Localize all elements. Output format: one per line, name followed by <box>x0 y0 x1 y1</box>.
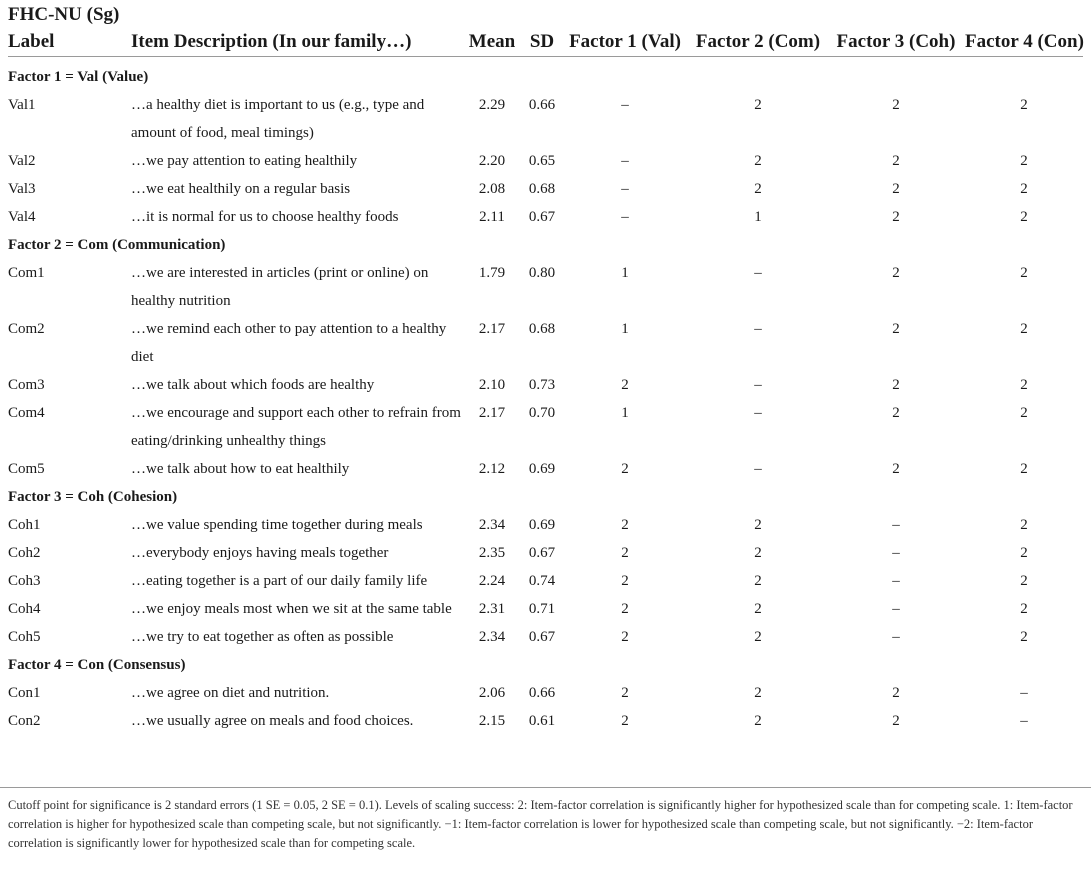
cell-f3: 2 <box>892 209 900 225</box>
cell-f3: 2 <box>892 321 900 337</box>
cell-f2: 2 <box>754 601 762 617</box>
cell-item: …eating together is a part of our daily family life <box>131 573 428 589</box>
table-row <box>8 91 1083 147</box>
cell-f3: – <box>892 573 900 589</box>
cell-item: …we value spending time together during meals <box>131 517 423 533</box>
cell-item: …we talk about which foods are healthy <box>131 377 375 393</box>
cell-label: Val4 <box>8 209 36 225</box>
cell-mean: 2.15 <box>478 713 506 729</box>
cell-sd: 0.68 <box>528 321 556 337</box>
cell-f2: 2 <box>754 545 762 561</box>
table-row <box>8 567 1083 595</box>
cell-f2: 2 <box>754 713 762 729</box>
section-title: Factor 1 = Val (Value) <box>8 69 149 85</box>
cell-f4: 2 <box>1020 153 1028 169</box>
cell-f4: 2 <box>1020 321 1028 337</box>
cell-mean: 2.29 <box>478 97 506 113</box>
table-row <box>8 399 1083 455</box>
cell-item: …we are interested in articles (print or online) on healthy nutrition <box>131 265 429 309</box>
cell-mean: 2.10 <box>478 377 506 393</box>
cell-item: …we eat healthily on a regular basis <box>131 181 351 197</box>
cell-f3: – <box>892 545 900 561</box>
cell-f1: 1 <box>621 265 629 281</box>
cell-item: …we try to eat together as often as possible <box>131 629 394 645</box>
cell-f2: – <box>754 461 762 477</box>
cell-f3: – <box>892 601 900 617</box>
cell-f4: 2 <box>1020 545 1028 561</box>
cell-f3: 2 <box>892 97 900 113</box>
cell-sd: 0.66 <box>528 685 556 701</box>
cell-f4: 2 <box>1020 461 1028 477</box>
col-header-item: Item Description (In our family…) <box>131 28 461 57</box>
cell-f3: 2 <box>892 377 900 393</box>
cell-mean: 2.17 <box>478 321 506 337</box>
cell-f4: 2 <box>1020 209 1028 225</box>
cell-sd: 0.65 <box>528 153 556 169</box>
cell-sd: 0.80 <box>528 265 556 281</box>
cell-f1: – <box>621 209 629 225</box>
cell-item: …we encourage and support each other to refrain from eating/drinking unhealthy things <box>131 405 461 449</box>
cell-f2: 2 <box>754 629 762 645</box>
cell-label: Con1 <box>8 685 41 701</box>
header-row <box>8 28 1083 57</box>
table-row <box>8 455 1083 483</box>
col-header-factor4: Factor 4 (Con) <box>965 28 1083 57</box>
cell-mean: 2.11 <box>479 209 505 225</box>
cell-mean: 2.34 <box>478 517 506 533</box>
table-row <box>8 623 1083 651</box>
cell-sd: 0.74 <box>528 573 556 589</box>
cell-sd: 0.66 <box>528 97 556 113</box>
cell-f2: 1 <box>754 209 762 225</box>
cell-mean: 2.34 <box>478 629 506 645</box>
col-header-sd: SD <box>523 28 561 57</box>
table-body <box>8 57 1083 736</box>
col-header-mean: Mean <box>461 28 523 57</box>
table-row <box>8 203 1083 231</box>
cell-item: …we remind each other to pay attention to a healthy diet <box>131 321 447 365</box>
cell-item: …a healthy diet is important to us (e.g., type and amount of food, meal timings) <box>131 97 425 141</box>
cell-label: Coh3 <box>8 573 41 589</box>
cell-f2: 2 <box>754 685 762 701</box>
cell-item: …it is normal for us to choose healthy foods <box>131 209 399 225</box>
cell-sd: 0.73 <box>528 377 556 393</box>
cell-f3: – <box>892 629 900 645</box>
cell-f1: – <box>621 153 629 169</box>
cell-f1: – <box>621 181 629 197</box>
cell-mean: 2.17 <box>478 405 506 421</box>
cell-sd: 0.70 <box>528 405 556 421</box>
cell-label: Com2 <box>8 321 45 337</box>
cell-sd: 0.67 <box>528 629 556 645</box>
table-row <box>8 259 1083 315</box>
cell-item: …we talk about how to eat healthily <box>131 461 350 477</box>
scaling-success-table <box>8 28 1083 735</box>
cell-label: Coh5 <box>8 629 41 645</box>
cell-label: Com5 <box>8 461 45 477</box>
cell-f3: 2 <box>892 153 900 169</box>
table-row <box>8 679 1083 707</box>
cell-f2: 2 <box>754 517 762 533</box>
col-header-factor3: Factor 3 (Coh) <box>827 28 965 57</box>
cell-label: Coh4 <box>8 601 41 617</box>
cell-f2: 2 <box>754 97 762 113</box>
cell-f2: – <box>754 377 762 393</box>
cell-label: Com4 <box>8 405 45 421</box>
cell-sd: 0.67 <box>528 209 556 225</box>
cell-item: …we enjoy meals most when we sit at the same table <box>131 601 452 617</box>
table-row <box>8 595 1083 623</box>
cell-f1: 2 <box>621 573 629 589</box>
section-title: Factor 2 = Com (Communication) <box>8 237 226 253</box>
cell-mean: 2.35 <box>478 545 506 561</box>
cell-f3: 2 <box>892 713 900 729</box>
cell-f3: 2 <box>892 685 900 701</box>
cell-sd: 0.67 <box>528 545 556 561</box>
cell-sd: 0.61 <box>528 713 556 729</box>
cell-item: …everybody enjoys having meals together <box>131 545 389 561</box>
cell-f2: 2 <box>754 573 762 589</box>
cell-f4: 2 <box>1020 265 1028 281</box>
cell-f3: – <box>892 517 900 533</box>
table-row <box>8 175 1083 203</box>
cell-mean: 2.24 <box>478 573 506 589</box>
cell-f4: 2 <box>1020 181 1028 197</box>
table-row <box>8 539 1083 567</box>
col-header-label: Label <box>8 28 131 57</box>
cell-mean: 2.12 <box>478 461 506 477</box>
section-title: Factor 3 = Coh (Cohesion) <box>8 489 178 505</box>
cell-f2: 2 <box>754 153 762 169</box>
cell-f1: – <box>621 97 629 113</box>
cell-f1: 2 <box>621 461 629 477</box>
cell-mean: 2.20 <box>478 153 506 169</box>
table-row <box>8 707 1083 735</box>
cell-label: Con2 <box>8 713 41 729</box>
cell-sd: 0.69 <box>528 461 556 477</box>
cell-f1: 1 <box>621 321 629 337</box>
cell-f3: 2 <box>892 265 900 281</box>
cell-f1: 1 <box>621 405 629 421</box>
cell-f4: 2 <box>1020 405 1028 421</box>
table-row <box>8 511 1083 539</box>
section-row <box>8 231 1083 259</box>
cell-label: Com1 <box>8 265 45 281</box>
cell-mean: 2.06 <box>478 685 506 701</box>
table-footer <box>0 787 1091 853</box>
cell-f2: – <box>754 321 762 337</box>
cell-f1: 2 <box>621 685 629 701</box>
cell-f4: 2 <box>1020 601 1028 617</box>
cell-item: …we usually agree on meals and food choices. <box>131 713 414 729</box>
cell-f1: 2 <box>621 545 629 561</box>
cell-f1: 2 <box>621 517 629 533</box>
cell-f4: – <box>1020 685 1028 701</box>
cell-item: …we pay attention to eating healthily <box>131 153 358 169</box>
section-row <box>8 63 1083 91</box>
cell-f2: – <box>754 405 762 421</box>
cell-label: Val3 <box>8 181 36 197</box>
table-title: FHC-NU (Sg) <box>8 4 120 25</box>
section-row <box>8 483 1083 511</box>
cell-f2: 2 <box>754 181 762 197</box>
cell-f4: 2 <box>1020 97 1028 113</box>
section-title: Factor 4 = Con (Consensus) <box>8 657 186 673</box>
cell-label: Coh1 <box>8 517 41 533</box>
table-row <box>8 371 1083 399</box>
cell-label: Coh2 <box>8 545 41 561</box>
cell-f3: 2 <box>892 181 900 197</box>
cell-f1: 2 <box>621 713 629 729</box>
col-header-factor2: Factor 2 (Com) <box>689 28 827 57</box>
cell-item: …we agree on diet and nutrition. <box>131 685 330 701</box>
cell-f4: 2 <box>1020 629 1028 645</box>
cell-sd: 0.68 <box>528 181 556 197</box>
table-footnote: Cutoff point for significance is 2 standard errors (1 SE = 0.05, 2 SE = 0.1). Levels of scaling success: 2: Item-factor correlation is significantly higher for hypothesized scale than for competing scale. 1: Item-factor correlation is higher for hypothesized scale than competing scale, but not significantly. −1: Item-factor correlation is lower for hypothesized scale than competing scale, but not significantly. −2: Item-factor correlation is significantly lower for hypothesized scale than for competing scale. <box>8 798 1073 850</box>
section-row <box>8 651 1083 679</box>
cell-mean: 1.79 <box>478 265 506 281</box>
cell-mean: 2.08 <box>478 181 506 197</box>
cell-f2: – <box>754 265 762 281</box>
table-row <box>8 147 1083 175</box>
cell-mean: 2.31 <box>478 601 506 617</box>
cell-f4: – <box>1020 713 1028 729</box>
cell-f3: 2 <box>892 405 900 421</box>
cell-sd: 0.69 <box>528 517 556 533</box>
cell-sd: 0.71 <box>528 601 556 617</box>
cell-f1: 2 <box>621 629 629 645</box>
cell-f1: 2 <box>621 601 629 617</box>
cell-f3: 2 <box>892 461 900 477</box>
table-row <box>8 315 1083 371</box>
cell-label: Val1 <box>8 97 36 113</box>
col-header-factor1: Factor 1 (Val) <box>561 28 689 57</box>
cell-f4: 2 <box>1020 573 1028 589</box>
cell-f4: 2 <box>1020 517 1028 533</box>
cell-label: Val2 <box>8 153 36 169</box>
cell-label: Com3 <box>8 377 45 393</box>
cell-f4: 2 <box>1020 377 1028 393</box>
cell-f1: 2 <box>621 377 629 393</box>
